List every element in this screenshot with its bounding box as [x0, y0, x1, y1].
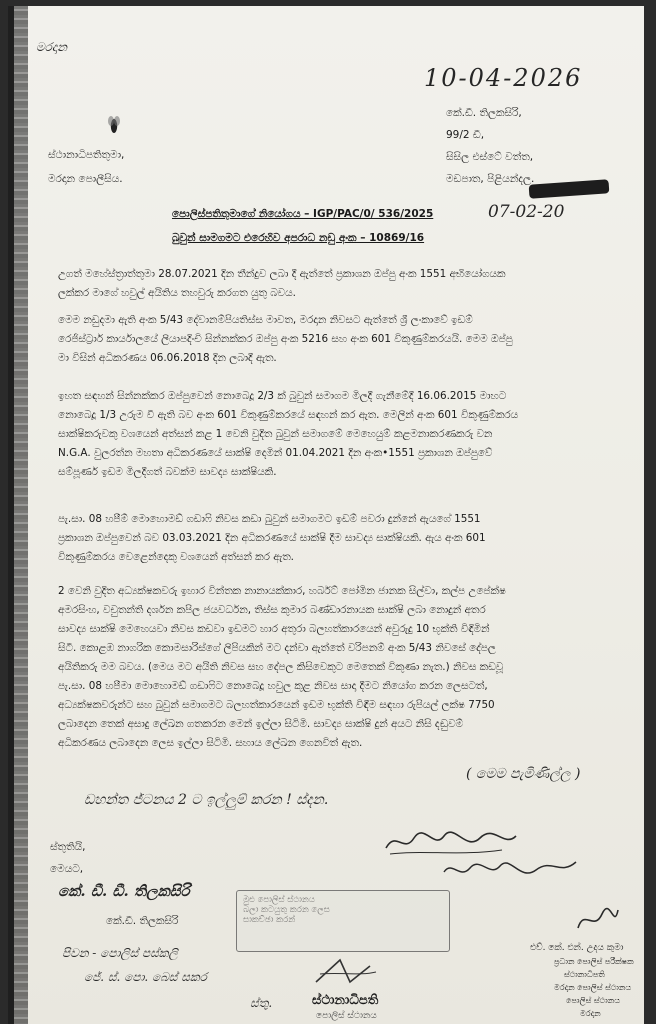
- sender-address-1: 99/2 ඩී,: [446, 129, 485, 141]
- sender-address-3: මඩපාත, පිළියන්දල.: [446, 173, 535, 185]
- officer-line-2: ප්‍රධාන පොලිස් පරීක්ෂක: [554, 957, 634, 966]
- paragraph-3: ඉහත සඳහන් සින්නක්කර ඔප්පුවෙන් නොබෙදූ 2/3 ක් බුවුන් සමාගම මිලදී ගැනීමේදී 16.06.2015 මාහට නොබෙදූ 1/3 උරුම වී ඇති බව අංක 601 විකුණුම්කරයේ සඳහන් කර ඇත. මෙලින් අංක 601 විකුණුම්කරය සාක්ෂිකරුවකු වශයෙන් අත්සන් කළ 1 වෙනි වුදිත බුවුන් සමාගමේ මෙහෙයුම් කළමනාකරණකරු වන N.G.A. වුලරත්න මහතා අධිකරණයේ සාක්ෂි දෙමින් 01.04.2021 දින අංක•1551 ප්‍රකාශන ඔප්පුවේ සම්පූර්ණ ඉඩම මිලදීගත් බවක්ම සාවද්‍ය සාක්ෂියකි.: [58, 390, 519, 478]
- central-stamp: මුළු පොලිස් ස්ථානය බලා කටයුතු කරන ලෙස සාකච්ඡා කරන්: [236, 890, 450, 952]
- handwritten-name: කේ. ඩී. ඩී. තිලකසිරි: [58, 882, 190, 900]
- signature-2: [440, 852, 580, 886]
- officer-line-3: ස්ථානාධිපති: [564, 970, 605, 979]
- fly-icon: [108, 114, 120, 134]
- stamp-signature: [310, 952, 380, 992]
- sender-name: කේ.ඩී. තිලකසිරි,: [446, 107, 522, 119]
- signer-name: කේ.ඩී. තිලකසිරි: [106, 915, 179, 927]
- officer-signature: [574, 902, 622, 936]
- recipient-title: ස්ථානාධිපතිතුමා,: [48, 149, 125, 161]
- handwritten-bottom-line-3: ස්තු.: [250, 996, 273, 1010]
- paragraph-2: මෙම නඩුදමා ඇති අංක 5/43 දේවානම්පියතිස්ස මාවත, මරදාන නිවසට ඇත්තේ ශ්‍රී ලංකාවේ ඉඩම් රෙජිස්ට්‍රාර් කාර්යාලයේ ලියාපදිංචි සින්නක්කර ඔප්පු අංක 5216 සහ අංක 601 විකුණුම්කරයයි. මෙම ඔප්පු මා විසින් අධිකරණය 06.06.2018 දින ලබාදී ඇත.: [58, 314, 513, 364]
- officer-line-1: එච්. කේ. එන්. උදය කුමා: [530, 943, 624, 953]
- subject-line-1: පොලිස්පතිතුමාගේ නියෝගය – IGP/PAC/0/ 536/2025: [172, 208, 434, 220]
- handwritten-bottom-line-1: පිවන - පොලිස් පස්කලි: [62, 946, 178, 960]
- paragraph-4: පැ.සා. 08 හපීම් මොහොමඩ් ගඩාෆි නිවස කඩා බුවුන් සමාගමට ඉඩම් පවරා දුන්නේ ඇයගේ 1551 ප්‍රකාශන ඔප්පුවෙන් බව 03.03.2021 දින අධිකරණයේ සාක්ෂි දීම සාවද්‍ය සාක්ෂියකි. ඇය අංක 601 විකුණුම්කරය වෙළෙන්දෙකු වශයෙන් අත්සන් කර ඇත.: [58, 513, 486, 563]
- officer-line-5: පොලිස් ස්ථානය: [566, 996, 620, 1005]
- station-officer-label: ස්ථානාධිපති: [312, 993, 379, 1008]
- handwritten-date-2: 07-02-20: [488, 202, 565, 222]
- handwritten-note-1: ( මෙම පැමිණිල්ල ): [466, 766, 581, 782]
- scan-edge-shadow: [14, 6, 28, 1024]
- closing-thanks: ස්තුතියි,: [50, 841, 86, 853]
- officer-line-4: මරදාන පොලිස් ස්ථානය: [554, 983, 632, 992]
- handwritten-bottom-line-2: ජේ. ස්. පො. බෙස් සකර: [84, 970, 207, 984]
- handwritten-date: 10-04-2026: [424, 64, 583, 92]
- sender-address-2: සිසිල එස්ටේ වත්ත,: [446, 151, 534, 163]
- recipient-station: මරදාන පොලීසිය.: [48, 173, 123, 185]
- paragraph-5: 2 වෙනි වුදිත අධ්‍යක්ෂකවරු ඉහාර වින්තක නානායක්කාර, හර්බට් පෝමින ජානක සිල්වා, කල්ප උපේක්ෂ අමරසිංහ, වචුතන්ති දර්ශන කපිල ජයවර්ධන, තිස්ස කුමාර බණ්ඩාරනායක සාක්ෂි ලබා නොදුන් අතර සාවද්‍ය සාක්ෂි මෙහෙයවා නිවස කඩවා ඉඩමට හාර අතුරා බලහත්කාරයෙන් අවුරුදු 10 භුක්ති විඳිමින් සිටී. කොළඹ නාගරික කොමසාරිස්ගේ ලිපියකින් මට දන්වා ඇත්තේ වරිපනම් අංක 5/43 නිවසේ දේපල අයිතිකරු මම බවය. (මෙය මට අයිති නිවස සහ දේපල කිසිවෙකුට මෙතෙක් විකුණා නැත.) නිවස කඩවූ පැ.සා. 08 හපීමා මොහොමඩ් ගඩාෆිට නොබෙදූ හවුල කුළ නිවස සාදා දීමට නියෝග කරන ලෙසටත්, අධ්‍යක්ෂකවරුන්ට සහ බුවුන් සමාගමට බලහත්කාරයෙන් ඉඩම භුක්ති විඳීම සඳහා රුපියල් ලක්ෂ 7750 ලබාදෙන තෙක් අසාදු ලේඛන ගතකරන මෙන් ඉල්ලා සිටිමි. සාවද්‍ය සාක්ෂි දුන් අයට නිසි දඬුවම් අධිකරණය ලබාදෙන ලෙස ඉල්ලා සිටිමි. සහාය ලේඛන ගෙනවිත් ඇත.: [58, 585, 506, 749]
- officer-line-6: මරදාන: [580, 1009, 601, 1018]
- paragraph-1: උගත් මහේස්ත්‍රාත්තුමා 28.07.2021 දින තීන්දුව ලබා දී ඇත්තේ ප්‍රකාශන ඔප්පු අංක 1551 අභියෝගයක ලක්කර මාගේ හවුල් අයිතිය තහවුරු කරගත යුතු බවය.: [58, 268, 506, 299]
- corner-note: මරදාන: [36, 40, 67, 54]
- document-page: [8, 6, 644, 1024]
- station-officer-sub: පොලිස් ස්ථානය: [316, 1011, 377, 1021]
- closing-yours: මෙයට,: [50, 863, 84, 875]
- scribble-redaction: [529, 179, 610, 199]
- subject-line-2: බුවුන් සාමගමට එරෙහිව අපරාධ නඩු අංක – 10869/16: [172, 232, 425, 244]
- handwritten-note-2: ඩහන්ත ජ්ටනය 2 ට ඉල්ලුම් කරන ! ස්දන.: [84, 792, 329, 808]
